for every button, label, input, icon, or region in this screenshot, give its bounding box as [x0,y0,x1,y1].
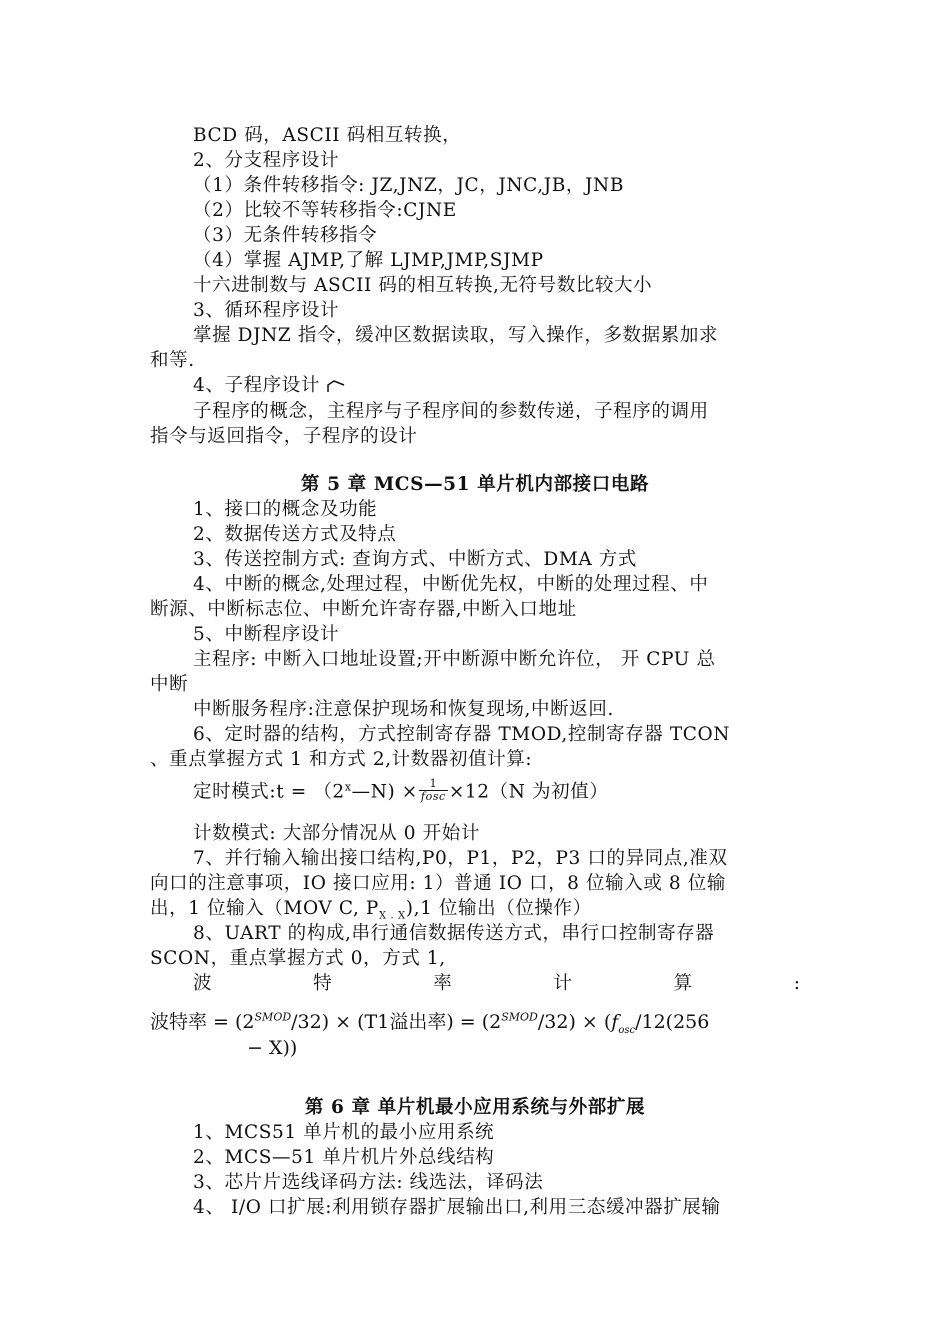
formula-fraction [419,778,448,803]
text-line: （2）比较不等转移指令:CJNE [193,200,457,221]
chapter-title: 第 6 章 单片机最小应用系统与外部扩展 [304,1097,646,1118]
text-line: 、重点掌握方式 1 和方式 2,计数器初值计算: [150,749,533,770]
text-line: 掌握 DJNZ 指令，缓冲区数据读取，写入操作，多数据累加求 [193,325,719,346]
formula-text: —N) × [351,781,418,803]
list-item: 1、接口的概念及功能 [193,499,378,520]
spread-line [193,972,800,996]
text-line: 十六进制数与 ASCII 码的相互转换,无符号数比较大小 [193,275,653,296]
math-var: f [611,1011,619,1033]
text-line: 计数模式: 大部分情况从 0 开始计 [193,823,480,844]
baud-rate-formula [150,1010,709,1034]
list-item: 8、UART 的构成,串行通信数据传送方式，串行口控制寄存器 [193,923,715,944]
math-superscript [255,1011,292,1024]
section-heading: 3、循环程序设计 [193,300,340,321]
text-line: 主程序: 中断入口地址设置;开中断源中断允许位， 开 CPU 总 [193,649,716,670]
text-line: （4）掌握 AJMP,了解 LJMP,JMP,SJMP [193,250,544,271]
chapter-title: 第 5 章 MCS—51 单片机内部接口电路 [300,474,650,495]
baud-rate-formula-cont: − X)) [247,1037,298,1059]
text-line: （3）无条件转移指令 [193,225,378,246]
list-item: 4、 I/O 口扩展:利用锁存器扩展输出口,利用三态缓冲器扩展输 [193,1197,721,1218]
formula-text: ×12（N 为初值） [448,781,609,803]
formula-text: 定时模式:t = （2 [193,781,345,803]
list-item: 3、芯片片选线译码方法: 线选法，译码法 [193,1172,544,1193]
formula-superscript: x [344,780,352,794]
math-sup-text: SMOD [501,1010,538,1024]
timer-formula [193,777,609,805]
spread-char: 波 [193,973,212,994]
text-line: SCON，重点掌握方式 0，方式 1, [150,948,446,969]
text-line: 子程序的概念，主程序与子程序间的参数传递，子程序的调用 [193,401,709,422]
list-item: 5、中断程序设计 [193,624,340,645]
fraction-denominator: fosc [420,790,446,803]
math-sub-text: osc [618,1024,636,1036]
spread-char: 率 [433,973,452,994]
text-line: 向口的注意事项，IO 接口应用: 1）普通 IO 口，8 位输入或 8 位输 [150,873,726,894]
text-line: 指令与返回指令，子程序的设计 [150,426,418,447]
edit-mark-icon [326,379,346,393]
fraction-numerator: 1 [419,778,448,791]
math-text: /32) × ( [537,1011,612,1033]
math-subscript [618,1025,635,1036]
list-item: 7、并行输入输出接口结构,P0，P1，P2，P3 口的异同点,准双 [193,848,728,869]
spread-char: : [793,973,800,994]
text-line: 中断服务程序:注意保护现场和恢复现场,中断返回. [193,699,614,720]
list-item: 4、中断的概念,处理过程，中断优先权，中断的处理过程、中 [193,574,709,595]
text-line: 断源、中断标志位、中断允许寄存器,中断入口地址 [150,599,577,620]
text-line [150,897,592,921]
section-heading-text: 4、子程序设计 [193,375,320,396]
math-text: /32) × (T1溢出率) = (2 [291,1011,502,1033]
spread-char: 算 [673,973,693,994]
math-sup-text: SMOD [254,1010,292,1024]
list-item: 3、传送控制方式: 查询方式、中断方式、DMA 方式 [193,549,638,570]
subscript: X . X [378,910,406,922]
text-segment: ),1 位输出（位操作） [405,898,592,919]
section-heading [193,374,346,398]
text-line: BCD 码，ASCII 码相互转换， [193,125,462,146]
text-line: （1）条件转移指令: JZ,JNZ，JC，JNC,JB，JNB [193,175,625,196]
math-text: /12(256 [635,1011,710,1033]
list-item: 6、定时器的结构，方式控制寄存器 TMOD,控制寄存器 TCON [193,724,731,745]
text-line: 和等. [150,350,195,371]
list-item: 1、MCS51 单片机的最小应用系统 [193,1122,495,1143]
spread-char: 特 [313,973,332,994]
spread-char: 计 [553,973,572,994]
math-text: 波特率 = (2 [150,1011,255,1033]
math-superscript [501,1011,538,1024]
text-segment: 出，1 位输入（MOV C, P [150,898,379,919]
list-item: 2、数据传送方式及特点 [193,524,397,545]
section-heading: 2、分支程序设计 [193,150,340,171]
list-item: 2、MCS—51 单片机片外总线结构 [193,1147,495,1168]
text-line: 中断 [150,674,189,695]
